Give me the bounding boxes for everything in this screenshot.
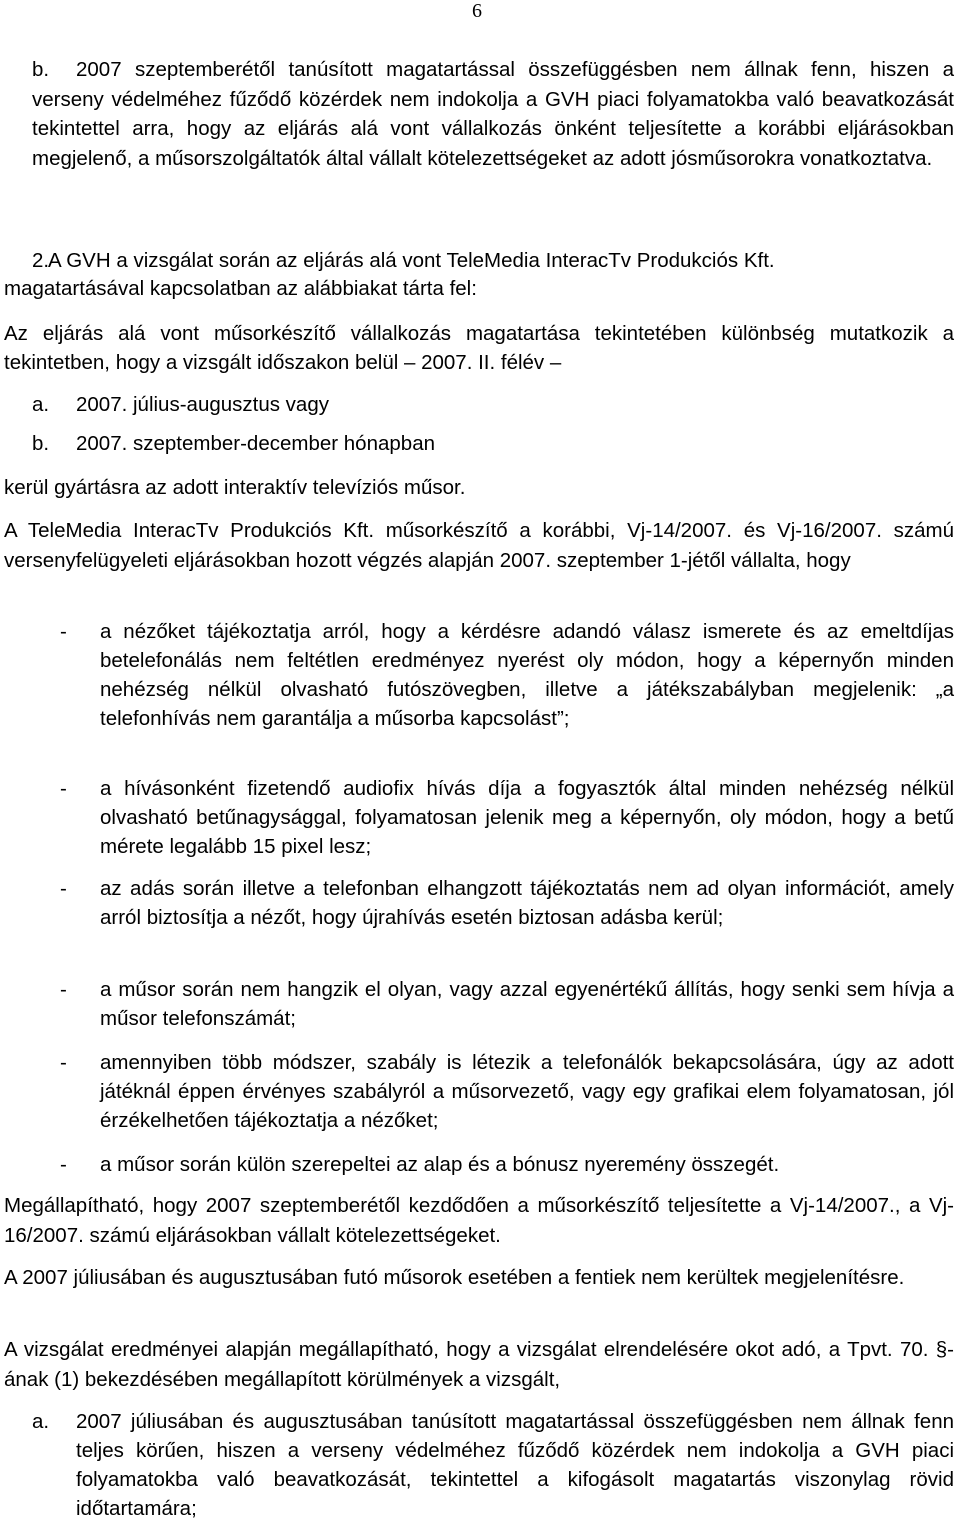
intro-point-b-text: 2007 szeptemberétől tanúsított magatartással összefüggésben nem állnak fenn, hiszen a verseny védelméhez fűződő közérdek nem indokolja a GVH piaci folyamatokba való beavatkozását tekintettel arra, hogy az eljárás alá vont vállalkozás önként teljesítette a korábbi eljárásokban megjelenő, a műsorszolgáltatók által vállalt kötelezettségeket az adott jósműsorokra vonatkoztatva. bbox=[32, 58, 954, 170]
section-2-label: 2. bbox=[32, 249, 50, 272]
option-a-text: 2007. július-augusztus vagy bbox=[76, 393, 329, 416]
paragraph-commitment: A TeleMedia InteracTv Produkciós Kft. műsorkészítő a korábbi, Vj-14/2007. és Vj-16/2007. számú versenyfelügyeleti eljárásokban hozott végzés alapján 2007. szeptember 1-jétől vállalta, hogy bbox=[4, 519, 954, 572]
list-item-text: a műsor során külön szerepeltei az alap és a bónusz nyeremény összegét. bbox=[100, 1153, 780, 1176]
list-dash: - bbox=[60, 1153, 67, 1176]
paragraph-fulfilment: Megállapítható, hogy 2007 szeptemberétől kezdődően a műsorkészítő teljesítette a Vj-14/2007., a Vj-16/2007. számú eljárásokban vállalt kötelezettségeket. bbox=[4, 1194, 954, 1247]
list-item bbox=[56, 975, 954, 1033]
commitment-list-5 bbox=[56, 1048, 954, 1135]
option-b-label: b. bbox=[32, 432, 50, 455]
commitment-list-4 bbox=[56, 975, 954, 1033]
page-number: 6 bbox=[472, 0, 482, 22]
list-item bbox=[56, 774, 954, 861]
commitment-list-3 bbox=[56, 874, 954, 932]
option-a bbox=[32, 391, 954, 419]
list-dash: - bbox=[60, 777, 67, 800]
commitment-list-1 bbox=[56, 617, 954, 733]
intro-point-b bbox=[32, 55, 954, 173]
list-item bbox=[56, 617, 954, 733]
section-2-continuation: magatartásával kapcsolatban az alábbiakat tárta fel: bbox=[4, 277, 477, 300]
list-item bbox=[56, 1150, 954, 1179]
list-item bbox=[56, 874, 954, 932]
final-point-a-label: a. bbox=[32, 1410, 50, 1433]
list-item-text: a nézőket tájékoztatja arról, hogy a kérdésre adandó válasz ismerete és az emeltdíjas betelefonálás nem feltétlen eredményez nyerést oly módon, hogy a képernyőn minden nehézség nélkül olvasható futószövegben, illetve a játékszabályban megjelenik: „a telefonhívás nem garantálja a műsorba kapcsolást”; bbox=[100, 620, 954, 730]
list-dash: - bbox=[60, 620, 67, 643]
paragraph-difference: Az eljárás alá vont műsorkészítő vállalkozás magatartása tekintetében különbség mutatkozik a tekintetben, hogy a vizsgált időszakon belül – 2007. II. félév – bbox=[4, 322, 954, 374]
option-b-text: 2007. szeptember-december hónapban bbox=[76, 432, 435, 455]
list-dash: - bbox=[60, 1051, 67, 1074]
option-b bbox=[32, 430, 954, 458]
list-dash: - bbox=[60, 978, 67, 1001]
list-item-text: az adás során illetve a telefonban elhangzott tájékoztatás nem ad olyan információt, amely arról biztosítja a nézőt, hogy újrahívás esetén biztosan adásba kerül; bbox=[100, 877, 954, 929]
paragraph-production: kerül gyártásra az adott interaktív televíziós műsor. bbox=[4, 476, 466, 499]
option-a-label: a. bbox=[32, 393, 50, 416]
paragraph-conclusion: A vizsgálat eredményei alapján megállapítható, hogy a vizsgálat elrendelésére okot adó, a Tpvt. 70. §-ának (1) bekezdésében megállapított körülmények a vizsgált, bbox=[4, 1338, 954, 1391]
commitment-list-6 bbox=[56, 1150, 954, 1179]
paragraph-july-august: A 2007 júliusában és augusztusában futó műsorok esetében a fentiek nem kerültek megjelenítésre. bbox=[4, 1266, 905, 1289]
list-item-text: a hívásonként fizetendő audiofix hívás díja a fogyasztók által minden nehézség nélkül olvasható betűnagysággal, folyamatosan jelenik meg a képernyőn, oly módon, hogy a betű mérete legalább 15 pixel lesz; bbox=[100, 777, 954, 858]
intro-point-b-label: b. bbox=[32, 58, 50, 81]
list-item-text: amennyiben több módszer, szabály is létezik a telefonálók bekapcsolására, úgy az adott játéknál éppen érvényes szabályról a műsorvezető, vagy egy grafikai elem folyamatosan, jól érzékelhetően tájékoztatja a nézőket; bbox=[100, 1051, 954, 1132]
final-point-a bbox=[32, 1407, 954, 1523]
commitment-list-2 bbox=[56, 774, 954, 861]
final-point-a-text: 2007 júliusában és augusztusában tanúsított magatartással összefüggésben nem állnak fenn teljes körűen, hiszen a verseny védelméhez fűződő közérdek nem indokolja a GVH piaci folyamatokba való beavatkozását, tekintettel a kifogásolt magatartás viszonylag rövid időtartamára; bbox=[76, 1410, 954, 1520]
list-dash: - bbox=[60, 877, 67, 900]
list-item-text: a műsor során nem hangzik el olyan, vagy azzal egyenértékű állítás, hogy senki sem hívja a műsor telefonszámát; bbox=[100, 978, 954, 1030]
list-item bbox=[56, 1048, 954, 1135]
section-2-title: A GVH a vizsgálat során az eljárás alá vont TeleMedia InteracTv Produkciós Kft. bbox=[48, 249, 775, 272]
section-2-heading bbox=[4, 247, 954, 303]
